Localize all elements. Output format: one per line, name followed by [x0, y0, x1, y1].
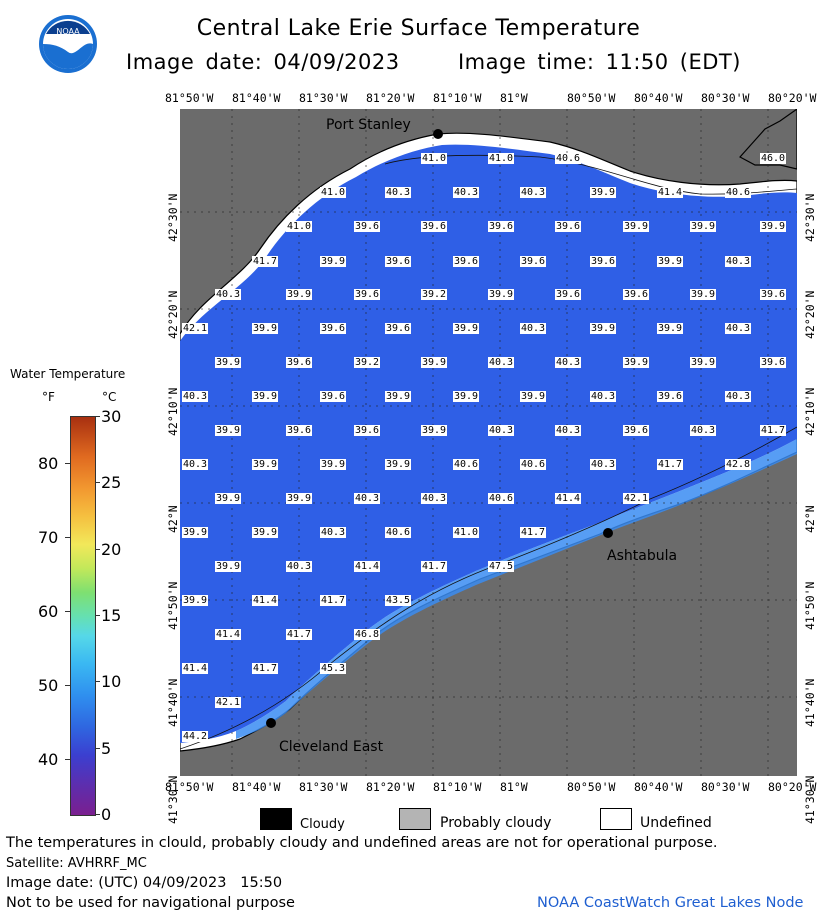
- lon-tick-top: 81°40'W: [232, 91, 281, 105]
- temperature-value: 39.9: [658, 256, 683, 267]
- temperature-value: 40.3: [556, 425, 581, 436]
- fahrenheit-tick: 40: [38, 750, 59, 769]
- temperature-value: 41.0: [454, 527, 479, 538]
- temperature-value: 40.3: [489, 357, 514, 368]
- temperature-value: 41.0: [287, 221, 312, 232]
- temperature-value: 41.4: [658, 187, 683, 198]
- temperature-value: 39.6: [287, 425, 312, 436]
- lat-tick-left: 42°30'N: [166, 193, 180, 242]
- temperature-value: 39.9: [691, 221, 716, 232]
- temperature-value: 39.9: [287, 289, 312, 300]
- temperature-value: 39.6: [422, 221, 447, 232]
- lat-tick-left: 42°10'N: [166, 387, 180, 436]
- temperature-map: [180, 109, 797, 776]
- celsius-tick-mark: [95, 615, 100, 616]
- temperature-value: 40.6: [454, 459, 479, 470]
- satellite-info: Satellite: AVHRRF_MC: [6, 856, 147, 871]
- temperature-value: 43.5: [386, 595, 411, 606]
- lon-tick-top: 81°50'W: [165, 91, 214, 105]
- fahrenheit-tick: 60: [38, 602, 59, 621]
- temperature-value: 40.3: [183, 391, 208, 402]
- fahrenheit-tick-mark: [65, 463, 70, 464]
- temperature-value: 42.1: [183, 323, 208, 334]
- lat-tick-left: 42°N: [166, 505, 180, 533]
- fahrenheit-tick-mark: [65, 537, 70, 538]
- temperature-value: 40.3: [454, 187, 479, 198]
- temperature-value: 39.9: [422, 425, 447, 436]
- temperature-value: 40.3: [556, 357, 581, 368]
- legend-unit-c: °C: [102, 390, 117, 404]
- temperature-value: 39.2: [355, 357, 380, 368]
- temperature-value: 39.9: [454, 323, 479, 334]
- temperature-value: 39.6: [355, 221, 380, 232]
- temperature-value: 39.9: [386, 391, 411, 402]
- undefined-label: Undefined: [640, 815, 712, 831]
- temperature-value: 46.8: [355, 629, 380, 640]
- utc-date: Image date: (UTC) 04/09/2023 15:50: [6, 875, 283, 891]
- lon-tick-bottom: 81°40'W: [232, 780, 281, 794]
- temperature-value: 39.9: [321, 459, 346, 470]
- lat-tick-left: 41°40'N: [166, 678, 180, 727]
- celsius-tick: 5: [101, 738, 112, 758]
- temperature-value: 39.6: [761, 357, 786, 368]
- celsius-tick: 25: [101, 473, 122, 493]
- disclaimer: The temperatures in clould, probably cloudy and undefined areas are not for operational purpose.: [6, 835, 718, 851]
- temperature-value: 39.6: [624, 425, 649, 436]
- page-title: Central Lake Erie Surface Temperature: [196, 16, 641, 41]
- temperature-value: 40.3: [726, 323, 751, 334]
- lon-tick-bottom: 81°W: [500, 780, 528, 794]
- temperature-value: 42.8: [726, 459, 751, 470]
- celsius-tick: 10: [101, 672, 122, 692]
- temperature-value: 41.0: [489, 153, 514, 164]
- temperature-value: 39.6: [321, 323, 346, 334]
- lat-tick-right: 41°30'N: [803, 775, 817, 824]
- ashtabula-label: Ashtabula: [607, 548, 678, 564]
- image-date: Image date: 04/09/2023: [126, 50, 400, 74]
- temperature-value: 39.9: [253, 323, 278, 334]
- temperature-value: 39.9: [591, 187, 616, 198]
- temperature-value: 39.9: [521, 391, 546, 402]
- temperature-value: 41.7: [761, 425, 786, 436]
- temperature-value: 40.3: [691, 425, 716, 436]
- temperature-value: 39.9: [591, 323, 616, 334]
- temperature-value: 40.6: [489, 493, 514, 504]
- temperature-value: 42.1: [624, 493, 649, 504]
- fahrenheit-tick: 50: [38, 676, 59, 695]
- temperature-value: 39.9: [216, 561, 241, 572]
- legend-unit-f: °F: [42, 390, 55, 404]
- celsius-tick-mark: [95, 748, 100, 749]
- temperature-value: 40.3: [321, 527, 346, 538]
- lat-tick-right: 42°N: [803, 505, 817, 533]
- celsius-tick-mark: [95, 416, 100, 417]
- lon-tick-bottom: 81°10'W: [433, 780, 482, 794]
- temperature-value: 42.1: [216, 697, 241, 708]
- lat-tick-right: 42°20'N: [803, 290, 817, 339]
- temperature-value: 40.3: [521, 323, 546, 334]
- temperature-value: 39.9: [691, 289, 716, 300]
- temperature-value: 41.0: [422, 153, 447, 164]
- lon-tick-bottom: 80°20'W: [768, 780, 817, 794]
- temperature-value: 41.4: [556, 493, 581, 504]
- temperature-value: 40.3: [489, 425, 514, 436]
- lon-tick-bottom: 81°30'W: [299, 780, 348, 794]
- fahrenheit-tick-mark: [65, 759, 70, 760]
- image-time: Image time: 11:50 (EDT): [457, 50, 741, 74]
- temperature-value: 41.7: [658, 459, 683, 470]
- lake-surface: [180, 109, 797, 776]
- temperature-value: 39.9: [624, 221, 649, 232]
- temperature-value: 40.3: [726, 391, 751, 402]
- celsius-tick-mark: [95, 814, 100, 815]
- temperature-value: 39.9: [761, 221, 786, 232]
- temperature-value: 39.9: [658, 323, 683, 334]
- temperature-value: 41.4: [216, 629, 241, 640]
- temperature-value: 41.4: [253, 595, 278, 606]
- undefined-swatch: [600, 808, 632, 830]
- probably-cloudy-label: Probably cloudy: [440, 815, 552, 831]
- lon-tick-top: 81°20'W: [366, 91, 415, 105]
- celsius-tick-mark: [95, 681, 100, 682]
- temperature-value: 40.3: [386, 187, 411, 198]
- lon-tick-top: 80°40'W: [634, 91, 683, 105]
- color-scale-bar: [70, 416, 96, 816]
- celsius-tick: 30: [101, 407, 122, 426]
- cloudy-label: Cloudy: [300, 817, 345, 832]
- temperature-value: 39.9: [183, 527, 208, 538]
- lon-tick-bottom: 81°20'W: [366, 780, 415, 794]
- nav-warning: Not to be used for navigational purpose: [6, 895, 295, 911]
- temperature-value: 39.6: [454, 256, 479, 267]
- temperature-value: 39.6: [287, 357, 312, 368]
- temperature-value: 40.6: [386, 527, 411, 538]
- temperature-value: 41.7: [422, 561, 447, 572]
- lon-tick-top: 81°30'W: [299, 91, 348, 105]
- temperature-value: 40.3: [591, 459, 616, 470]
- temperature-value: 39.6: [591, 256, 616, 267]
- temperature-value: 39.6: [624, 289, 649, 300]
- lon-tick-bottom: 80°30'W: [701, 780, 750, 794]
- ashtabula-marker: [603, 528, 613, 538]
- temperature-value: 40.6: [521, 459, 546, 470]
- temperature-value: 40.3: [355, 493, 380, 504]
- temperature-value: 41.4: [355, 561, 380, 572]
- temperature-value: 39.9: [691, 357, 716, 368]
- port-stanley-marker: [433, 129, 443, 139]
- temperature-value: 41.0: [321, 187, 346, 198]
- lon-tick-top: 81°10'W: [433, 91, 482, 105]
- temperature-value: 39.9: [454, 391, 479, 402]
- lat-tick-left: 41°50'N: [166, 581, 180, 630]
- temperature-value: 41.7: [253, 663, 278, 674]
- lat-tick-left: 42°20'N: [166, 290, 180, 339]
- port-stanley-label: Port Stanley: [326, 117, 411, 133]
- temperature-value: 39.6: [355, 289, 380, 300]
- celsius-tick: 0: [101, 805, 112, 824]
- temperature-value: 41.7: [321, 595, 346, 606]
- temperature-value: 39.9: [183, 595, 208, 606]
- lat-tick-left: 41°30'N: [166, 775, 180, 824]
- temperature-value: 39.6: [556, 289, 581, 300]
- temperature-value: 39.6: [355, 425, 380, 436]
- temperature-value: 40.3: [422, 493, 447, 504]
- lat-tick-right: 41°40'N: [803, 678, 817, 727]
- temperature-value: 40.3: [726, 256, 751, 267]
- probably-cloudy-swatch: [399, 808, 431, 830]
- legend-title: Water Temperature: [10, 367, 126, 381]
- lon-tick-bottom: 81°50'W: [165, 780, 214, 794]
- credit: NOAA CoastWatch Great Lakes Node: [537, 895, 804, 911]
- temperature-value: 39.2: [422, 289, 447, 300]
- temperature-value: 39.9: [386, 459, 411, 470]
- temperature-value: 40.3: [287, 561, 312, 572]
- lon-tick-top: 80°50'W: [567, 91, 616, 105]
- temperature-value: 39.6: [556, 221, 581, 232]
- temperature-value: 44.2: [183, 731, 208, 742]
- temperature-value: 39.6: [521, 256, 546, 267]
- cloudy-swatch: [260, 808, 292, 830]
- cleveland-east-marker: [266, 718, 276, 728]
- lon-tick-bottom: 80°40'W: [634, 780, 683, 794]
- temperature-value: 40.3: [183, 459, 208, 470]
- lon-tick-top: 81°W: [500, 91, 528, 105]
- temperature-value: 41.7: [253, 256, 278, 267]
- temperature-value: 41.7: [521, 527, 546, 538]
- lat-tick-right: 42°30'N: [803, 193, 817, 242]
- temperature-value: 39.6: [321, 391, 346, 402]
- celsius-tick: 15: [101, 606, 122, 625]
- temperature-value: 39.9: [216, 425, 241, 436]
- temperature-value: 39.6: [658, 391, 683, 402]
- temperature-value: 39.9: [253, 527, 278, 538]
- temperature-value: 40.3: [591, 391, 616, 402]
- temperature-value: 45.3: [321, 663, 346, 674]
- temperature-value: 39.6: [386, 323, 411, 334]
- lon-tick-top: 80°30'W: [701, 91, 750, 105]
- temperature-value: 41.7: [287, 629, 312, 640]
- temperature-value: 39.9: [253, 391, 278, 402]
- fahrenheit-tick: 70: [38, 528, 59, 547]
- temperature-value: 39.9: [216, 357, 241, 368]
- lon-tick-bottom: 80°50'W: [567, 780, 616, 794]
- celsius-tick-mark: [95, 549, 100, 550]
- fahrenheit-tick: 80: [38, 454, 59, 473]
- cleveland-east-label: Cleveland East: [279, 739, 384, 755]
- temperature-value: 39.9: [253, 459, 278, 470]
- temperature-value: 40.3: [216, 289, 241, 300]
- temperature-value: 39.6: [761, 289, 786, 300]
- temperature-value: 41.4: [183, 663, 208, 674]
- temperature-value: 39.6: [386, 256, 411, 267]
- lat-tick-right: 41°50'N: [803, 581, 817, 630]
- temperature-value: 40.6: [726, 187, 751, 198]
- temperature-value: 39.9: [321, 256, 346, 267]
- temperature-value: 40.6: [556, 153, 581, 164]
- lon-tick-top: 80°20'W: [768, 91, 817, 105]
- temperature-value: 46.0: [761, 153, 786, 164]
- temperature-value: 40.3: [521, 187, 546, 198]
- svg-text:NOAA: NOAA: [56, 27, 80, 36]
- temperature-value: 39.9: [287, 493, 312, 504]
- celsius-tick: 20: [101, 539, 122, 559]
- temperature-value: 47.5: [489, 561, 514, 572]
- temperature-value: 39.9: [489, 289, 514, 300]
- temperature-value: 39.9: [422, 357, 447, 368]
- lat-tick-right: 42°10'N: [803, 387, 817, 436]
- image-datetime: [126, 50, 741, 74]
- celsius-tick-mark: [95, 482, 100, 483]
- temperature-value: 39.6: [489, 221, 514, 232]
- temperature-value: 39.9: [624, 357, 649, 368]
- fahrenheit-tick-mark: [65, 685, 70, 686]
- temperature-value: 39.9: [216, 493, 241, 504]
- fahrenheit-tick-mark: [65, 611, 70, 612]
